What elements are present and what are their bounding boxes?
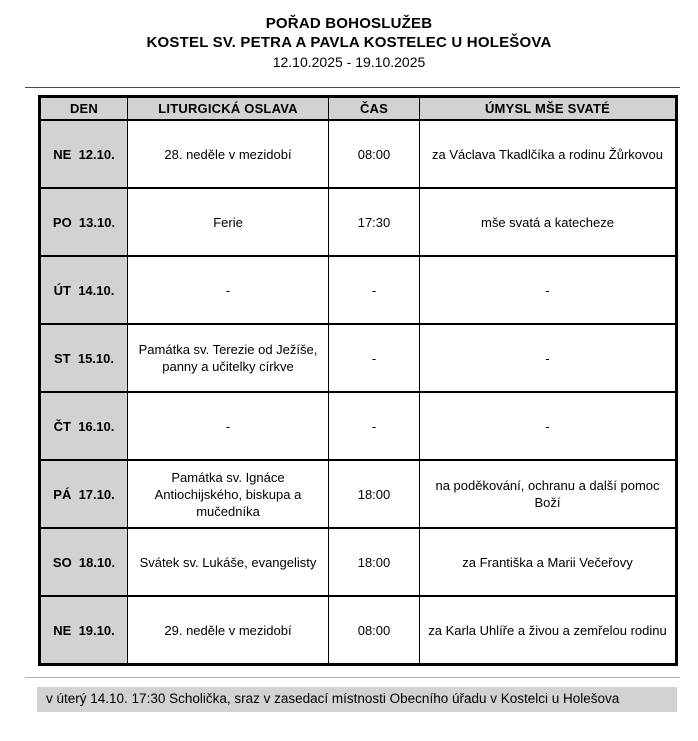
table-row <box>40 460 677 528</box>
church-name: KOSTEL SV. PETRA A PAVLA KOSTELEC U HOLEŠOVA <box>146 34 552 51</box>
time-cell: 17:30 <box>329 188 420 256</box>
bottom-divider <box>25 677 680 678</box>
header-time: ČAS <box>329 97 420 121</box>
day-cell: NE 12.10. <box>40 120 128 188</box>
time-cell: 18:00 <box>329 528 420 596</box>
table-row <box>40 324 677 392</box>
table-row <box>40 596 677 665</box>
header-day: DEN <box>40 97 128 121</box>
table-row <box>40 528 677 596</box>
document-title: POŘAD BOHOSLUŽEB <box>265 15 433 32</box>
document-header <box>0 0 698 72</box>
schedule-table <box>38 95 678 666</box>
intention-cell: na poděkování, ochranu a další pomoc Boží <box>420 460 677 528</box>
intention-cell: za Václava Tkadlčíka a rodinu Žůrkovou <box>420 120 677 188</box>
celebration-cell: Památka sv. Ignáce Antiochijského, biskupa a mučedníka <box>128 460 329 528</box>
schedule-body <box>40 120 677 665</box>
celebration-cell: 28. neděle v mezidobí <box>128 120 329 188</box>
intention-cell: - <box>420 324 677 392</box>
footer-note: v úterý 14.10. 17:30 Scholička, sraz v zasedací místnosti Obecního úřadu v Kostelci u Holešova <box>37 687 677 712</box>
day-cell: ÚT 14.10. <box>40 256 128 324</box>
time-cell: 18:00 <box>329 460 420 528</box>
time-cell: - <box>329 256 420 324</box>
celebration-cell: - <box>128 392 329 460</box>
header-intention: ÚMYSL MŠE SVATÉ <box>420 97 677 121</box>
table-row <box>40 120 677 188</box>
time-cell: - <box>329 324 420 392</box>
time-cell: - <box>329 392 420 460</box>
celebration-cell: - <box>128 256 329 324</box>
date-range: 12.10.2025 - 19.10.2025 <box>272 54 426 70</box>
time-cell: 08:00 <box>329 596 420 665</box>
day-cell: ST 15.10. <box>40 324 128 392</box>
day-cell: PO 13.10. <box>40 188 128 256</box>
top-divider <box>25 87 680 88</box>
day-cell: NE 19.10. <box>40 596 128 665</box>
day-cell: ČT 16.10. <box>40 392 128 460</box>
table-row <box>40 256 677 324</box>
intention-cell: za Františka a Marii Večeřovy <box>420 528 677 596</box>
time-cell: 08:00 <box>329 120 420 188</box>
celebration-cell: Svátek sv. Lukáše, evangelisty <box>128 528 329 596</box>
intention-cell: - <box>420 392 677 460</box>
intention-cell: - <box>420 256 677 324</box>
intention-cell: za Karla Uhlíře a živou a zemřelou rodinu <box>420 596 677 665</box>
header-celebration: LITURGICKÁ OSLAVA <box>128 97 329 121</box>
celebration-cell: 29. neděle v mezidobí <box>128 596 329 665</box>
celebration-cell: Památka sv. Terezie od Ježíše, panny a učitelky církve <box>128 324 329 392</box>
day-cell: SO 18.10. <box>40 528 128 596</box>
table-header-row <box>40 97 677 121</box>
celebration-cell: Ferie <box>128 188 329 256</box>
table-row <box>40 392 677 460</box>
day-cell: PÁ 17.10. <box>40 460 128 528</box>
intention-cell: mše svatá a katecheze <box>420 188 677 256</box>
table-row <box>40 188 677 256</box>
